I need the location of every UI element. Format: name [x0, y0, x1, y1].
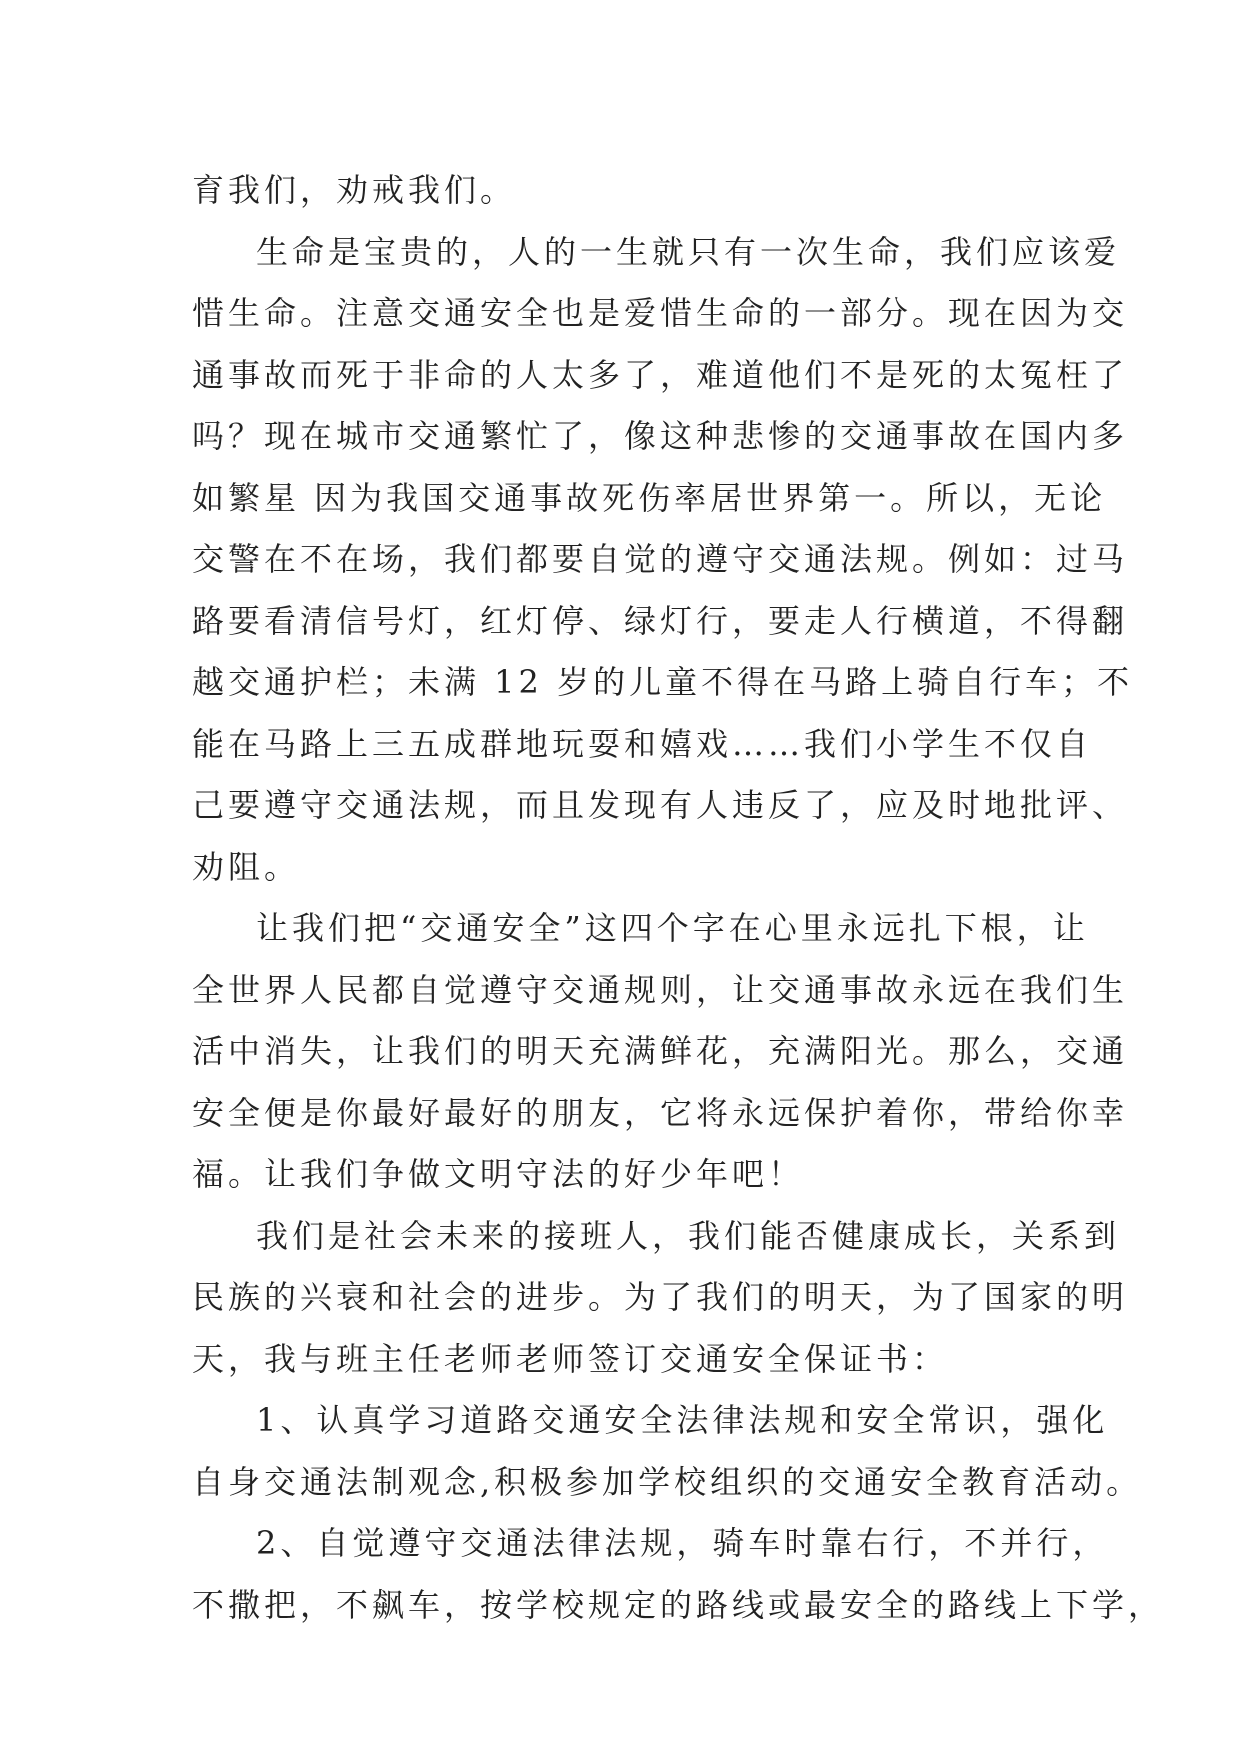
text-line: 惜生命。注意交通安全也是爱惜生命的一部分。现在因为交 — [192, 294, 1129, 332]
text-line: 吗？现在城市交通繁忙了，像这种悲惨的交通事故在国内多 — [192, 417, 1129, 455]
list-item-line: 1、认真学习道路交通安全法律法规和安全常识，强化 — [256, 1401, 1109, 1439]
text-line: 全世界人民都自觉遵守交通规则，让交通事故永远在我们生 — [192, 970, 1129, 1009]
text-line: 越交通护栏；未满 12 岁的儿童不得在马路上骑自行车；不 — [192, 663, 1134, 701]
text-line: 天，我与班主任老师老师签订交通安全保证书： — [192, 1339, 949, 1378]
text-line: 劝阻。 — [192, 847, 301, 886]
text-line: 路要看清信号灯，红灯停、绿灯行，要走人行横道，不得翻 — [192, 601, 1129, 640]
text-line: 己要遵守交通法规，而且发现有人违反了，应及时地批评、 — [192, 786, 1129, 824]
text-line: 活中消失，让我们的明天充满鲜花，充满阳光。那么，交通 — [192, 1032, 1129, 1070]
paragraph-start-line: 让我们把“交通安全”这四个字在心里永远扎下根，让 — [256, 909, 1089, 947]
list-item-line: 2、自觉遵守交通法律法规，骑车时靠右行，不并行， — [256, 1524, 1109, 1562]
text-line: 能在马路上三五成群地玩耍和嬉戏……我们小学生不仅自 — [192, 724, 1093, 763]
text-line: 通事故而死于非命的人太多了，难道他们不是死的太冤枉了 — [192, 355, 1129, 394]
document-body — [192, 160, 1165, 1636]
text-line: 交警在不在场，我们都要自觉的遵守交通法规。例如：过马 — [192, 540, 1129, 578]
paragraph-start-line: 我们是社会未来的接班人，我们能否健康成长，关系到 — [256, 1216, 1121, 1255]
text-line: 安全便是你最好最好的朋友，它将永远保护着你，带给你幸 — [192, 1093, 1129, 1132]
text-line: 育我们，劝戒我们。 — [192, 171, 517, 209]
text-line: 自身交通法制观念,积极参加学校组织的交通安全教育活动。 — [192, 1462, 1143, 1501]
text-line: 如繁星 因为我国交通事故死伤率居世界第一。所以，无论 — [192, 478, 1107, 517]
text-line: 不撒把，不飙车，按学校规定的路线或最安全的路线上下学， — [192, 1585, 1165, 1624]
paragraph-start-line: 生命是宝贵的，人的一生就只有一次生命，我们应该爱 — [256, 232, 1121, 271]
text-line: 民族的兴衰和社会的进步。为了我们的明天，为了国家的明 — [192, 1278, 1129, 1316]
text-line: 福。让我们争做文明守法的好少年吧！ — [192, 1155, 805, 1193]
